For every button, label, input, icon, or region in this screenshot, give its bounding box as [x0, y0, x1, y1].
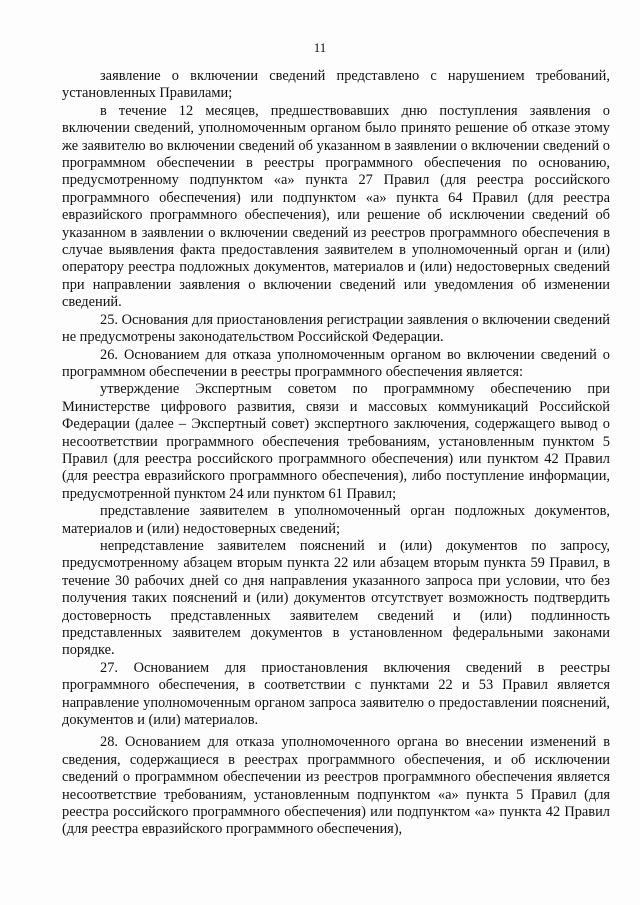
paragraph-26: 26. Основанием для отказа уполномоченным органом во включении сведений о программном обеспечении в реестры программного обеспечения является:: [62, 346, 610, 380]
paragraph-28: 28. Основанием для отказа уполномоченного органа во внесении изменений в сведения, содержащиеся в реестрах программного обеспечения, и об исключении сведений о программном обеспечении из реестров программного обеспечения является несоответствие требованиям, установленным подпунктом «а» пункта 5 Правил (для реестра российского программного обеспечения) или подпунктом «а» пункта 42 Правил (для реестра евразийского программного обеспечения),: [62, 734, 610, 838]
page-number: 11: [313, 40, 327, 55]
paragraph-25: 25. Основания для приостановления регистрации заявления о включении сведений не предусмотрены законодательством Российской Федерации.: [62, 311, 610, 346]
document-body: [62, 68, 610, 839]
paragraph-requirements-violation: заявление о включении сведений представлено с нарушением требований, установленных Правилами;: [62, 68, 610, 102]
paragraph-non-submission: непредставление заявителем пояснений и (или) документов по запросу, предусмотренному абзацем вторым пункта 22 или абзацем вторым пункта 59 Правил, в течение 30 рабочих дней со дня направления указанного запроса при условии, что без получения таких пояснений и (или) документов отсутствует возможность подтвердить достоверность представленных заявителем сведений и (или) подлинность представленных заявителем документов в установленном федеральными законами порядке.: [62, 537, 610, 659]
paragraph-27: 27. Основанием для приостановления включения сведений в реестры программного обеспечения, в соответствии с пунктами 22 и 53 Правил является направление уполномоченным органом запроса заявителю о предоставлении пояснений, документов и (или) материалов.: [62, 659, 610, 729]
paragraph-expert-council: утверждение Экспертным советом по программному обеспечению при Министерстве цифрового развития, связи и массовых коммуникаций Российской Федерации (далее – Экспертный совет) экспертного заключения, содержащего вывод о несоответствии программного обеспечения требованиям, установленным пунктом 5 Правил (для реестра российского программного обеспечения) или пунктом 42 Правил (для реестра евразийского программного обеспечения), либо поступление информации, предусмотренной пунктом 24 или пунктом 61 Правил;: [62, 381, 610, 502]
paragraph-forged-documents: представление заявителем в уполномоченный орган подложных документов, материалов и (или) недостоверных сведений;: [62, 503, 610, 537]
paragraph-prior-refusal: в течение 12 месяцев, предшествовавших дню поступления заявления о включении сведений, уполномоченным органом было принято решение об отказе этому же заявителю во включении сведений об указанном в заявлении о включении сведений о программном обеспечении в реестры программного обеспечения по основанию, предусмотренному подпунктом «а» пункта 27 Правил (для реестра российского программного обеспечения) или подпунктом «а» пункта 64 Правил (для реестра евразийского программного обеспечения), или решение об исключении сведений об указанном в заявлении о включении сведений из реестров программного обеспечения в случае выявления факта предоставления заявителем в уполномоченный орган и (или) оператору реестра подложных документов, материалов и (или) недостоверных сведений при направлении заявления о включении сведений или уведомления об изменении сведений.: [62, 102, 610, 311]
